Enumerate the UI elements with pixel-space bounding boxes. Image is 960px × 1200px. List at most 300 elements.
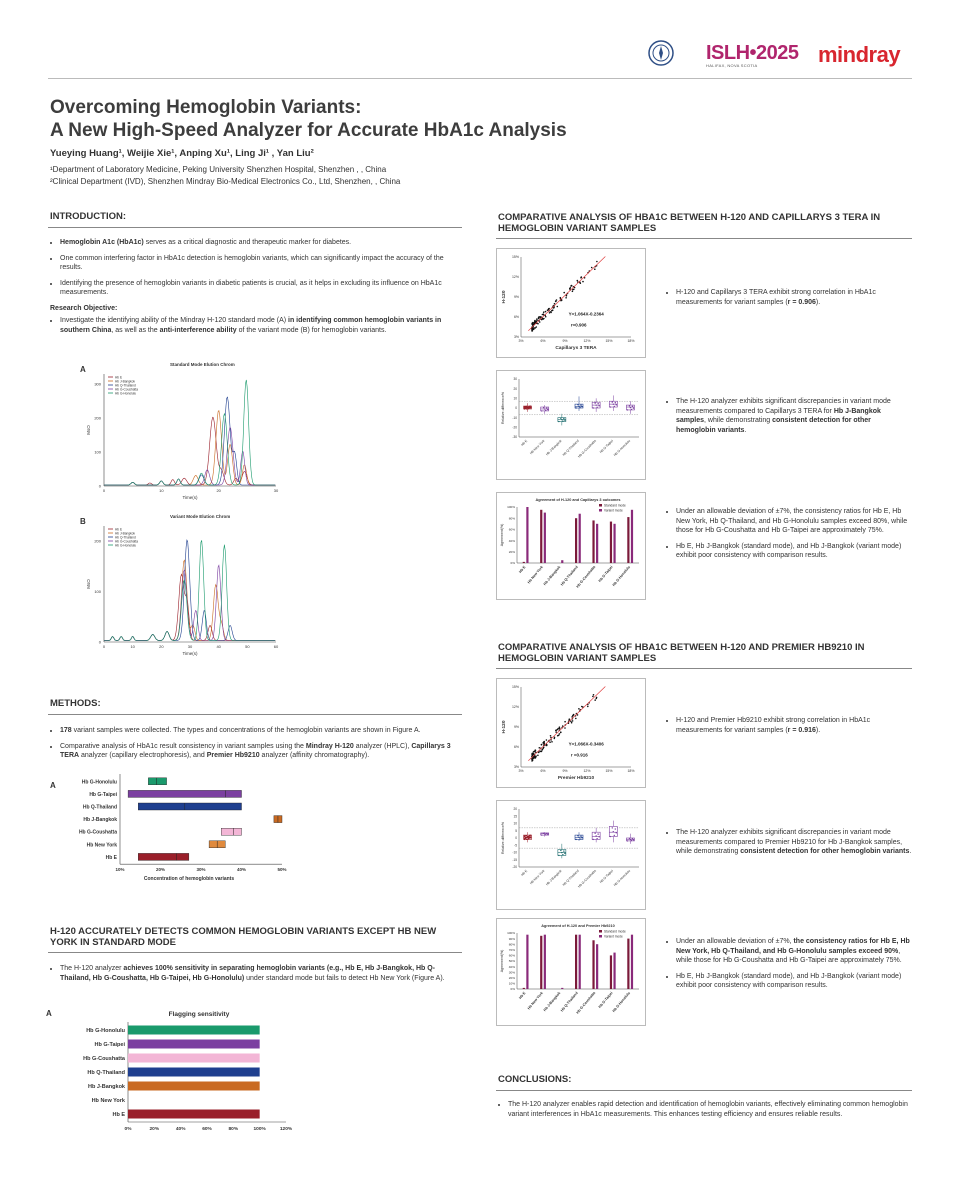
x-tick-label: 40% <box>175 1127 186 1132</box>
legend-label: Standard mode <box>604 929 626 934</box>
mindray-logo: mindray <box>818 42 901 67</box>
agreement-bar <box>561 560 563 563</box>
legend-label: Hb E <box>115 527 123 532</box>
legend-label: Variant mode <box>604 934 623 939</box>
y-tick-label: 15% <box>511 255 519 260</box>
data-point <box>582 281 584 283</box>
y-tick-label: 10 <box>513 396 517 401</box>
x-tick-label: 18% <box>627 339 635 343</box>
box-point <box>528 837 529 838</box>
legend-label: Variant mode <box>604 508 623 513</box>
box-point <box>580 404 581 405</box>
y-tick-label: -30 <box>512 435 517 440</box>
prem-text-2 <box>666 828 912 863</box>
data-point <box>569 288 571 290</box>
y-axis-label: MsO <box>86 579 91 589</box>
data-point <box>541 751 543 753</box>
y-tick-label: 10 <box>513 821 517 826</box>
x-tick-label: 30 <box>273 488 279 493</box>
agreement-bar <box>544 513 546 563</box>
y-tick-label: 6% <box>513 315 519 320</box>
x-tick-label: 20 <box>159 644 164 649</box>
box-point <box>561 852 562 853</box>
agreement-bar <box>592 940 594 989</box>
y-tick-label: 12% <box>511 275 519 280</box>
legend-label: Hb G-Coushatta <box>115 539 139 544</box>
capillarys-heading: COMPARATIVE ANALYSIS OF HBA1C BETWEEN H-120 AND CAPILLARYS 3 TERA IN HEMOGLOBIN VARIANT SAMPLES <box>498 212 881 234</box>
box-point <box>575 407 576 408</box>
data-point <box>538 316 540 318</box>
legend-swatch <box>599 935 602 938</box>
data-point <box>545 311 547 313</box>
elution-chart-variant <box>78 514 286 660</box>
agreement-bar <box>596 944 598 989</box>
chromatogram-trace <box>104 417 275 485</box>
box-point <box>629 838 630 839</box>
x-tick-label: 10 <box>130 644 135 649</box>
category-label: Hb G-Taipei <box>598 438 614 455</box>
data-point <box>575 718 577 720</box>
agreement-bar <box>579 935 581 989</box>
data-point <box>557 735 559 737</box>
box-point <box>614 406 615 407</box>
y-tick-label: 0% <box>510 561 515 566</box>
box-point <box>562 420 563 421</box>
x-tick-label: 3% <box>518 339 524 343</box>
box-point <box>595 405 596 406</box>
title-line-1: Overcoming Hemoglobin Variants: <box>50 97 362 118</box>
box-point <box>529 835 530 836</box>
box-point <box>610 406 611 407</box>
box-point <box>546 833 547 834</box>
prem-bullet-2: • The H-120 analyzer exhibits significant discrepancies in variant mode measurements compared to Premier Hb9210 for Hb J-Bangkok samples, while demonstrating consistent detection for other hemoglobin variants. <box>676 828 912 857</box>
data-point <box>559 726 561 728</box>
x-tick-label: 80% <box>228 1127 239 1132</box>
category-label: Hb G-Taipei <box>597 565 614 583</box>
box-point <box>580 836 581 837</box>
agreement-bar <box>523 562 525 563</box>
y-tick-label: -15 <box>512 857 517 862</box>
data-point <box>545 316 547 318</box>
y-tick-label: 90% <box>508 936 515 941</box>
box-point <box>563 850 564 851</box>
data-point <box>531 760 533 762</box>
box-point <box>541 834 542 835</box>
box-point <box>527 406 528 407</box>
x-tick-label: 0 <box>102 488 106 493</box>
intro-bullet-1: • Hemoglobin A1c (HbA1c) serves as a critical diagnostic and therapeutic marker for diabetes. <box>60 238 462 248</box>
data-point <box>596 261 598 263</box>
cap-text-1 <box>666 288 912 313</box>
box-point <box>525 837 526 838</box>
methods-bullets <box>50 726 462 767</box>
islh-logo: ISLH•2025 HALIFAX, NOVA SCOTIA <box>706 42 799 68</box>
range-bar <box>138 853 189 860</box>
box-point <box>630 839 631 840</box>
methods-bullet-2: • Comparative analysis of HbA1c result consistency in variant samples using the Mindray H-120 analyzer (HPLC), Capillarys 3 TERA analyzer (capillary electrophoresis), and Premier Hb9210 analyzer (affinity chromatography). <box>60 742 462 761</box>
box-point <box>564 419 565 420</box>
y-tick-label: 70% <box>508 948 515 952</box>
data-point <box>560 732 562 734</box>
y-tick-label: 0 <box>98 639 101 645</box>
society-seal-logo <box>648 40 674 66</box>
category-label: Hb G-Coushatta <box>83 1056 125 1062</box>
y-tick-label: 0 <box>515 406 517 411</box>
x-tick-label: 12% <box>583 769 591 773</box>
box-point <box>558 855 559 856</box>
data-point <box>536 326 538 328</box>
x-axis-label: Time(s) <box>182 495 198 500</box>
data-point <box>549 312 551 314</box>
x-tick-label: 120% <box>279 1127 293 1132</box>
y-tick-label: -5 <box>514 843 517 848</box>
x-tick-label: 9% <box>562 339 568 343</box>
data-point <box>539 747 541 749</box>
y-tick-label: 100% <box>507 505 515 510</box>
box-point <box>627 409 628 410</box>
sensitivity-bar <box>128 1054 260 1063</box>
chart-title: Agreement of H-120 and Premier Hb9210 <box>541 924 615 928</box>
box-point <box>594 402 595 403</box>
data-point <box>578 708 580 710</box>
capillarys-rule <box>496 238 912 239</box>
data-point <box>542 748 544 750</box>
chart-title: Standard Mode Elution Chrom <box>170 362 235 367</box>
y-tick-label: -10 <box>512 415 517 420</box>
y-tick-label: -20 <box>512 425 517 430</box>
intro-heading: INTRODUCTION: <box>50 211 126 222</box>
flagging-sensitivity-chart <box>44 1008 304 1140</box>
box-point <box>528 407 529 408</box>
category-label: Hb J-Bangkok <box>545 438 563 457</box>
x-tick-label: 0 <box>102 644 106 649</box>
y-tick-label: 12% <box>511 705 519 710</box>
category-label: Hb G-Taipei <box>598 868 614 885</box>
cap-bullet-4: • Hb E, Hb J-Bangkok (standard mode), and Hb J-Bangkok (variant mode) exhibit poor consistency with comparison results. <box>676 542 912 561</box>
y-tick-label: 40% <box>508 964 515 969</box>
category-label: Hb J-Bangkok <box>542 565 562 587</box>
category-label: Hb J-Bangkok <box>88 1084 125 1090</box>
prem-text-3 <box>666 937 912 997</box>
panel-label: A <box>80 365 86 374</box>
box-point <box>524 835 525 836</box>
category-label: Hb J-Bangkok <box>83 817 117 824</box>
x-tick-label: 50% <box>277 867 287 873</box>
box-point <box>524 406 525 407</box>
category-label: Hb Q-Thailand <box>82 804 117 811</box>
sensitivity-bar <box>128 1110 260 1119</box>
data-point <box>594 268 596 270</box>
data-point <box>554 738 556 740</box>
y-tick-label: 100 <box>94 449 101 455</box>
category-label: Hb Q-Thailand <box>561 438 580 457</box>
category-label: Hb G-Coushatta <box>575 991 597 1015</box>
box-capillarys-chart <box>497 371 645 479</box>
box-point <box>577 835 578 836</box>
regression-line <box>528 257 605 331</box>
data-point <box>551 310 553 312</box>
box-point <box>578 837 579 838</box>
category-label: Hb G-Honolulu <box>81 779 117 786</box>
legend-swatch <box>599 509 602 512</box>
agreement-bar <box>613 524 615 563</box>
category-label: Hb J-Bangkok <box>545 868 563 887</box>
x-tick-label: 20 <box>216 488 221 493</box>
chromatogram-trace <box>104 428 275 486</box>
box-point <box>596 838 597 839</box>
legend-label: Hb G-Coushatta <box>115 387 139 392</box>
sensitivity-bar <box>128 1040 260 1049</box>
box-point <box>558 421 559 422</box>
data-point <box>587 706 589 708</box>
y-tick-label: -20 <box>512 865 517 870</box>
data-point <box>532 754 534 756</box>
y-tick-label: 200 <box>94 415 101 421</box>
range-bar <box>138 803 241 810</box>
x-tick-label: 18% <box>627 769 635 773</box>
box-point <box>560 418 561 419</box>
category-label: Hb New York <box>526 565 544 585</box>
category-label: Hb Q-Thailand <box>559 991 579 1013</box>
x-tick-label: 30 <box>187 644 193 649</box>
prem-text-1 <box>666 716 912 741</box>
data-point <box>564 727 566 729</box>
x-tick-label: 60% <box>202 1127 212 1132</box>
box-point <box>612 827 613 828</box>
premier-rule <box>496 668 912 669</box>
agreement-bar <box>610 955 612 989</box>
agreement-bar <box>526 507 528 563</box>
category-label: Hb New York <box>91 1098 125 1104</box>
category-label: Hb G-Honolulu <box>86 1028 125 1034</box>
category-label: Hb G-Coushatta <box>577 438 597 459</box>
legend-swatch <box>599 930 602 933</box>
objective-bullet: • Investigate the identifying ability of the Mindray H-120 standard mode (A) in identifying common hemoglobin variants in southern China, as well as the anti-interference ability of the variant mode (B) for hemoglobin variants. <box>60 316 462 335</box>
agreement-bar <box>613 953 615 989</box>
agreement-bar <box>631 510 633 563</box>
data-point <box>546 745 548 747</box>
y-tick-label: 80% <box>508 516 515 521</box>
data-point <box>543 318 545 320</box>
premier-heading: COMPARATIVE ANALYSIS OF HBA1C BETWEEN H-120 AND PREMIER HB9210 IN HEMOGLOBIN VARIANT SAMPLES <box>498 642 865 664</box>
box-point <box>526 839 527 840</box>
data-point <box>533 327 535 329</box>
agreement-bar <box>523 988 525 989</box>
prem-bullet-3: • Under an allowable deviation of ±7%, the consistency ratios for Hb E, Hb New York, Hb Q-Thailand, and Hb G-Honolulu samples exceed 90%, while those for Hb G-Coushatta and Hb G-Taipei are approximately 75%. <box>676 937 912 966</box>
category-label: Hb Q-Thailand <box>559 565 579 587</box>
data-point <box>580 277 582 279</box>
data-point <box>596 697 598 699</box>
regression-equation: Y=1.066X-0.3406 <box>568 741 604 747</box>
methods-bullet-1: • 178 variant samples were collected. The types and concentrations of the hemoglobin variants are shown in Figure A. <box>60 726 462 736</box>
category-label: Hb E <box>520 868 529 877</box>
box-point <box>592 839 593 840</box>
data-point <box>571 716 573 718</box>
agreement-bar <box>579 514 581 563</box>
category-label: Hb G-Honolulu <box>611 991 632 1014</box>
box-point <box>630 407 631 408</box>
data-point <box>549 741 551 743</box>
box-point <box>545 410 546 411</box>
agreement-bar <box>575 935 577 989</box>
box-point <box>543 407 544 408</box>
data-point <box>572 291 574 293</box>
box-point <box>578 405 579 406</box>
box-point <box>530 836 531 837</box>
regression-equation: Y=1.064X-0.2364 <box>568 311 604 317</box>
x-tick-label: 6% <box>540 339 546 343</box>
x-tick-label: 20% <box>149 1127 160 1132</box>
sensitivity-bar <box>128 1026 260 1035</box>
x-tick-label: 40 <box>216 644 221 649</box>
data-point <box>538 752 540 754</box>
legend-label: Hb Q-Thailand <box>115 535 136 540</box>
data-point <box>531 328 533 330</box>
box-point <box>627 840 628 841</box>
box-point <box>547 409 548 410</box>
box-point <box>526 408 527 409</box>
category-label: Hb E <box>518 991 527 1000</box>
data-point <box>594 699 596 701</box>
chromatogram-trace <box>104 380 275 485</box>
data-point <box>563 292 565 294</box>
data-point <box>541 744 543 746</box>
box-point <box>632 838 633 839</box>
box-cap-frame <box>496 370 646 480</box>
box-point <box>615 828 616 829</box>
data-point <box>559 733 561 735</box>
data-point <box>534 321 536 323</box>
data-point <box>543 311 545 313</box>
legend-label: Hb E <box>115 375 123 380</box>
title-line-2: A New High-Speed Analyzer for Accurate HbA1c Analysis <box>50 120 567 141</box>
box-point <box>544 408 545 409</box>
x-tick-label: 9% <box>562 769 568 773</box>
data-point <box>542 742 544 744</box>
agreement-bar <box>526 935 528 989</box>
data-point <box>541 749 543 751</box>
data-point <box>571 722 573 724</box>
data-point <box>541 319 543 321</box>
agreement-bar <box>610 522 612 563</box>
y-axis-label: Relative difference% <box>501 391 505 425</box>
y-tick-label: 9% <box>513 725 519 730</box>
legend-label: Hb G-Honolulu <box>115 543 137 548</box>
sensitivity-bullet: • The H-120 analyzer achieves 100% sensitivity in separating hemoglobin variants (e.g., Hb E, Hb J-Bangkok, Hb Q-Thailand, Hb G-Coushatta, Hb G-Taipei, Hb G-Honolulu) under standard mode but fails to detect Hb New York (Figure A). <box>60 964 462 983</box>
y-tick-label: 80% <box>508 942 515 947</box>
category-label: Hb G-Honolulu <box>612 868 632 888</box>
legend-label: Hb Q-Thailand <box>115 383 136 388</box>
data-point <box>536 318 538 320</box>
x-tick-label: 40% <box>236 867 247 873</box>
y-axis-label: Agreement(%) <box>500 949 504 973</box>
x-axis-label: Premier Hb9210 <box>557 776 595 781</box>
y-axis-label: H-120 <box>502 720 507 734</box>
category-label: Hb E <box>520 438 529 447</box>
data-point <box>546 739 548 741</box>
regression-line <box>528 687 605 761</box>
scatter-premier-chart <box>497 679 645 787</box>
box-point <box>525 407 526 408</box>
conclusions-rule <box>496 1090 912 1091</box>
range-bar <box>148 778 166 785</box>
intro-rule <box>48 227 462 228</box>
agreement-bar <box>631 935 633 989</box>
data-point <box>550 735 552 737</box>
sensitivity-rule <box>48 952 462 953</box>
scatter-prem-frame <box>496 678 646 788</box>
intro-bullet-2: • One common interfering factor in HbA1c detection is hemoglobin variants, which can significantly impact the accuracy of the results. <box>60 254 462 273</box>
agreement-bar <box>627 939 629 989</box>
category-label: Hb G-Coushatta <box>577 868 597 889</box>
box-point <box>581 406 582 407</box>
range-bar <box>221 828 241 835</box>
affiliation-2: ²Clinical Department (IVD), Shenzhen Mindray Bio-Medical Electronics Co., Ltd, Shenzhen, , China <box>50 177 401 186</box>
x-axis-label: Capillarys 3 TERA <box>555 346 597 351</box>
category-label: Hb E <box>105 854 117 861</box>
box-point <box>633 407 634 408</box>
y-tick-label: 5 <box>515 828 517 833</box>
data-point <box>573 714 575 716</box>
y-tick-label: 100% <box>507 931 515 936</box>
category-label: Hb G-Taipei <box>597 991 614 1009</box>
category-label: Hb J-Bangkok <box>542 991 562 1013</box>
box-point <box>598 836 599 837</box>
agreement-bar <box>575 518 577 563</box>
intro-bullets <box>50 238 462 341</box>
box-point <box>543 833 544 834</box>
poster-title <box>50 96 610 142</box>
x-tick-label: 0% <box>124 1127 132 1132</box>
y-axis-label: H-120 <box>502 290 507 304</box>
data-point <box>570 285 572 287</box>
box-point <box>592 407 593 408</box>
box-point <box>633 839 634 840</box>
x-tick-label: 10% <box>115 867 125 873</box>
data-point <box>592 696 594 698</box>
box-point <box>579 407 580 408</box>
data-point <box>551 741 553 743</box>
range-bar <box>128 790 241 797</box>
y-tick-label: 60% <box>508 527 515 532</box>
y-tick-label: 100 <box>94 589 101 595</box>
agree-cap-frame <box>496 492 646 600</box>
box-point <box>616 404 617 405</box>
cap-bullet-2: • The H-120 analyzer exhibits significant discrepancies in variant mode measurements compared to Capillarys 3 TERA for Hb J-Bangkok samples, while demonstrating consistent detection for other hemoglobin variants. <box>676 397 912 435</box>
panel-label: B <box>80 517 86 526</box>
y-axis-label: Agreement(%) <box>500 523 504 547</box>
y-tick-label: 200 <box>94 538 101 544</box>
panel-label: A <box>50 781 56 790</box>
affiliation-1: ¹Department of Laboratory Medicine, Peking University Shenzhen Hospital, Shenzhen , , China <box>50 165 387 174</box>
box-point <box>563 418 564 419</box>
legend-label: Hb J-Bangkok <box>115 531 136 536</box>
category-label: Hb G-Taipei <box>89 791 117 798</box>
intro-bullet-3: • Identifying the presence of hemoglobin variants in diabetic patients is crucial, as it helps in excluding its influence on HbA1c measurements. <box>60 279 462 298</box>
box-point <box>595 835 596 836</box>
box-point <box>577 404 578 405</box>
y-tick-label: 30% <box>508 970 515 975</box>
scatter-cap-frame <box>496 248 646 358</box>
box-point <box>560 850 561 851</box>
data-point <box>547 309 549 311</box>
y-tick-label: 6% <box>513 745 519 750</box>
x-tick-label: 100% <box>253 1127 266 1132</box>
box-point <box>598 405 599 406</box>
y-tick-label: 15 <box>513 814 517 819</box>
box-point <box>561 419 562 420</box>
category-label: Hb G-Honolulu <box>612 438 632 458</box>
